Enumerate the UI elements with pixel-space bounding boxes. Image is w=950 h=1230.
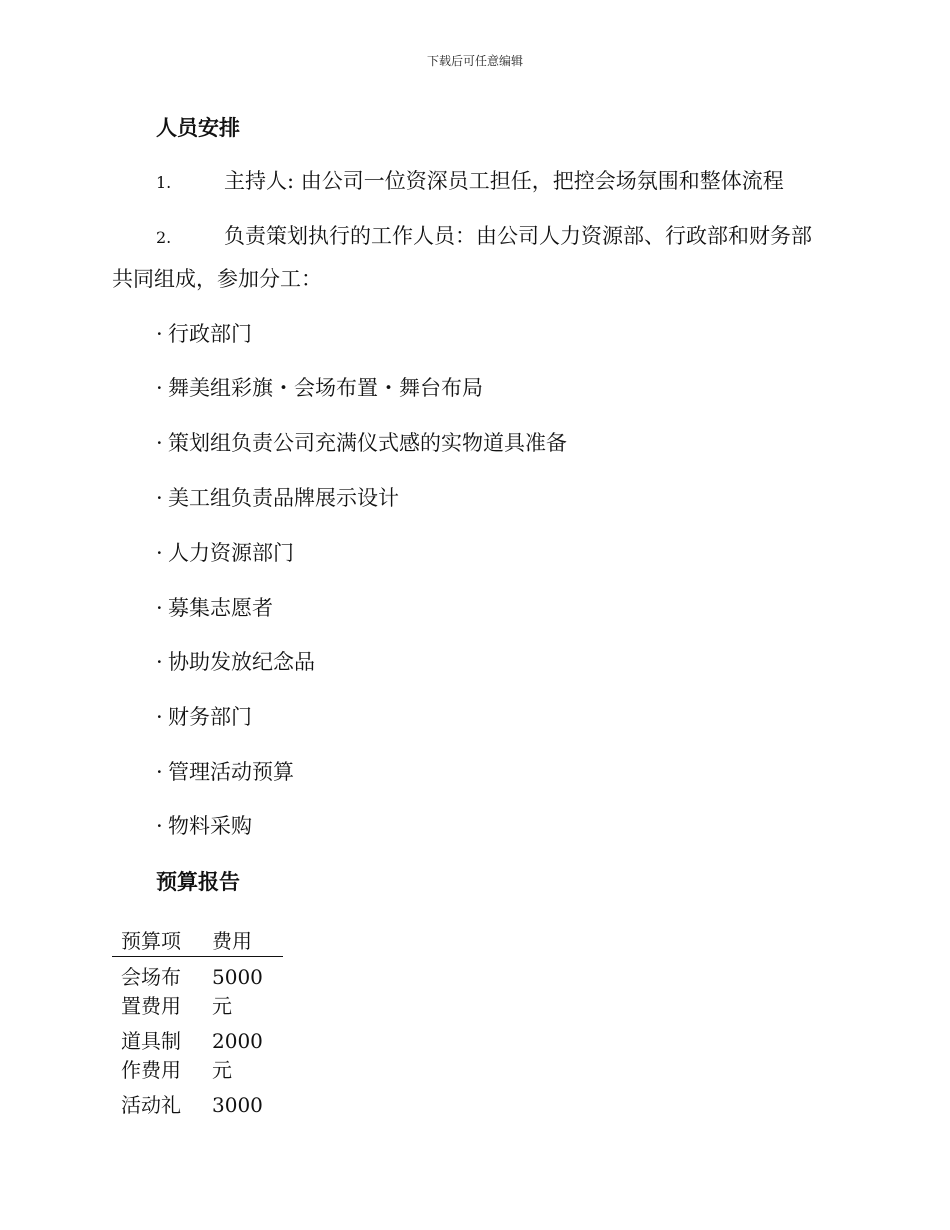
table-row: [112, 957, 283, 1022]
cell-text: 会场布: [121, 965, 181, 989]
bullet-text: 人力资源部门: [168, 541, 294, 565]
cell-text: 活动礼: [121, 1093, 181, 1117]
bullet-text: 策划组负责公司充满仪式感的实物道具准备: [168, 431, 567, 455]
cell-text: 元: [212, 1058, 232, 1082]
bullet-text: 协助发放纪念品: [168, 650, 315, 674]
column-header: 预算项: [112, 924, 203, 957]
bullet-text: 舞美组彩旗・会场布置・舞台布局: [168, 376, 483, 400]
item-text: 主持人: 由公司一位资深员工担任，把控会场氛围和整体流程: [224, 169, 784, 193]
cell-text: 5000: [212, 965, 263, 989]
budget-cost-cell: [203, 1021, 283, 1085]
bullet-item: [156, 649, 315, 676]
staff-heading: 人员安排: [156, 115, 240, 140]
budget-item-cell: [112, 1021, 203, 1085]
cell-text: 道具制: [121, 1029, 181, 1053]
item-number: 1.: [156, 173, 172, 192]
bullet-dot-icon: ·: [156, 814, 163, 838]
bullet-item: [156, 595, 273, 622]
bullet-item: [156, 485, 399, 512]
bullet-dot-icon: ·: [156, 376, 163, 400]
bullet-item: [156, 813, 252, 840]
bullet-dot-icon: ·: [156, 650, 163, 674]
item-number: 2.: [156, 228, 172, 247]
bullet-item: [156, 430, 567, 457]
bullet-item: [156, 540, 294, 567]
page-header-note: 下载后可任意编辑: [426, 54, 523, 68]
budget-item-cell: [112, 957, 203, 1022]
bullet-dot-icon: ·: [156, 596, 163, 620]
cell-text: 3000: [212, 1093, 263, 1117]
cell-text: 元: [212, 994, 232, 1018]
budget-item-cell: [112, 1085, 203, 1120]
table-header-row: [112, 924, 283, 957]
cell-text: 作费用: [121, 1058, 181, 1082]
table-row: [112, 1021, 283, 1085]
numbered-item-1: [156, 168, 784, 196]
numbered-item-2: [156, 223, 812, 251]
budget-heading: 预算报告: [156, 869, 240, 894]
bullet-dot-icon: ·: [156, 431, 163, 455]
cell-text: 2000: [212, 1029, 263, 1053]
bullet-dot-icon: ·: [156, 322, 163, 346]
bullet-text: 美工组负责品牌展示设计: [168, 486, 399, 510]
table-row: [112, 1085, 283, 1120]
bullet-item: [156, 704, 252, 731]
numbered-item-2-continuation: 共同组成，参加分工：: [112, 267, 322, 291]
bullet-item: [156, 375, 483, 402]
bullet-dot-icon: ·: [156, 541, 163, 565]
bullet-text: 财务部门: [168, 705, 252, 729]
bullet-text: 管理活动预算: [168, 760, 294, 784]
bullet-text: 募集志愿者: [168, 596, 273, 620]
bullet-dot-icon: ·: [156, 760, 163, 784]
budget-table: [112, 924, 283, 1120]
bullet-dot-icon: ·: [156, 486, 163, 510]
bullet-text: 物料采购: [168, 814, 252, 838]
bullet-item: [156, 759, 294, 786]
budget-cost-cell: [203, 1085, 283, 1120]
column-header: 费用: [203, 924, 283, 957]
cell-text: 置费用: [121, 994, 181, 1018]
bullet-text: 行政部门: [168, 322, 252, 346]
bullet-dot-icon: ·: [156, 705, 163, 729]
bullet-item: [156, 321, 252, 348]
budget-cost-cell: [203, 957, 283, 1022]
item-text: 负责策划执行的工作人员：由公司人力资源部、行政部和财务部: [224, 224, 812, 248]
